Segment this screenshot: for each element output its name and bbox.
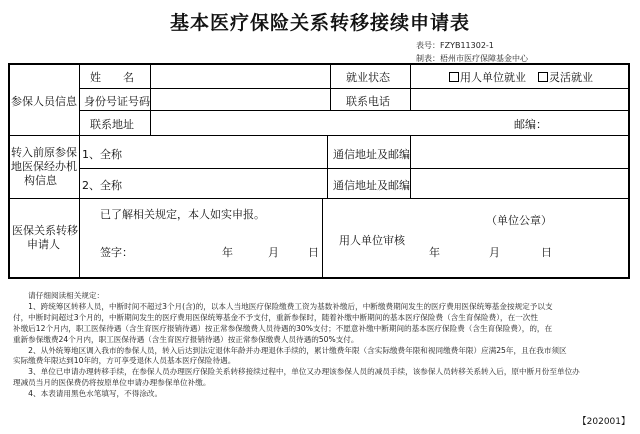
applicant-year-label: 年 (222, 246, 233, 259)
form-issuer: 制表：梧州市医疗保障基金中心 (416, 54, 528, 63)
agency-1-contact-field[interactable] (411, 137, 627, 167)
name-label: 姓 名 (90, 71, 134, 84)
agency-1-name-field[interactable] (130, 137, 325, 167)
id-number-field[interactable] (151, 89, 329, 109)
option-flexible[interactable] (538, 69, 593, 85)
employer-day-label: 日 (541, 246, 552, 259)
applicant-label-line-1: 医保关系转移 (12, 224, 78, 237)
instructions (13, 291, 633, 400)
instruction-line: 理减员当月的医保费仍将按原单位申请办理参保单位补缴。 (13, 378, 211, 388)
option-employed-label: 用人单位就业 (460, 71, 526, 84)
signature-label: 签字： (100, 246, 133, 259)
employment-status-label: 就业状态 (346, 71, 390, 84)
employed-checkbox[interactable] (449, 72, 459, 82)
agency-2-name-field[interactable] (130, 169, 325, 197)
agency-1-name-label: 1、全称 (82, 148, 122, 161)
address-label: 联系地址 (90, 118, 134, 131)
phone-field[interactable] (411, 89, 627, 109)
instruction-line: 补缴后12个月内，职工医保待遇（含生育医疗报销待遇）按正常参保缴费人员待遇的30%支付；不愿意补缴中断期间的基本医疗保险费（含生育保险费），的，在 (13, 323, 553, 333)
declaration-text: 已了解相关规定，本人如实申报。 (100, 208, 265, 221)
name-field[interactable] (151, 65, 329, 87)
instruction-line: 4、本表请用黑色水笔填写，不得涂改。 (13, 389, 163, 399)
insured-section-label: 参保人员信息 (11, 95, 77, 108)
instructions-heading: 请仔细阅读相关规定： (13, 291, 105, 300)
phone-label: 联系电话 (346, 95, 390, 108)
applicant-section-label (12, 224, 78, 252)
form-title: 基本医疗保险关系转移接续申请表 (169, 12, 470, 34)
instruction-line: 1、跨统筹区转移人员，中断时间不超过3个月(含)的，以本人当地医疗保险缴费工资为基数补缴后，中断缴费期间发生的医疗费用医保统筹基金按规定予以支 (13, 301, 553, 311)
id-number-label: 身份号证号码 (84, 95, 150, 108)
agency-1-contact-label: 通信地址及邮编 (333, 148, 410, 161)
transfer-out-label-line-3: 构信息 (24, 174, 57, 187)
employer-year-label: 年 (429, 246, 440, 259)
form-code: 【202001】 (577, 417, 630, 427)
instruction-line: 实际缴费年限达到10年的，方可享受退休人员基本医疗保险待遇。 (13, 356, 236, 366)
agency-2-contact-label: 通信地址及邮编 (333, 179, 410, 192)
transfer-out-section-label (11, 146, 77, 188)
option-employed[interactable] (449, 69, 526, 85)
flexible-checkbox[interactable] (538, 72, 548, 82)
employer-month-label: 月 (489, 246, 500, 259)
form-number: 表号：FZYB11302-1 (416, 41, 494, 50)
applicant-day-label: 日 (308, 246, 319, 259)
transfer-out-label-line-1: 转入前原参保 (11, 146, 77, 159)
applicant-month-label: 月 (268, 246, 279, 259)
postcode-label: 邮编： (514, 118, 547, 131)
agency-2-contact-field[interactable] (411, 169, 627, 197)
employer-review-label: 用人单位审核 (339, 234, 405, 247)
transfer-out-label-line-2: 地医保经办机 (11, 160, 77, 173)
instruction-line: 3、单位已申请办理转移手续，在参保人员办理医疗保险关系转移接续过程中，单位又办理该参保人员的减员手续，该参保人员转移关系转入后，原中断月份至单位办 (13, 367, 580, 377)
employer-seal-label: （单位公章） (486, 214, 552, 227)
instruction-line: 付，中断时间超过3个月的，中断期间发生的医疗费用医保统筹基金不予支付，重新参保时，随着补缴中断期间的基本医疗保险费（含生育保险费），在一次性 (13, 312, 538, 322)
instruction-line: 重新参保缴费24个月内，职工医保待遇（含生育医疗报销待遇）按正常参保缴费人员待遇的50%支付。 (13, 334, 359, 344)
signature-field[interactable] (138, 236, 218, 262)
address-field[interactable] (151, 111, 511, 134)
option-flexible-label: 灵活就业 (549, 71, 593, 84)
instruction-line: 2、从外统筹地区调入我市的参保人员，转入后达到法定退休年龄并办理退休手续的，累计缴费年限（含实际缴费年限和视同缴费年限）应满25年，且在我市须区 (13, 345, 567, 355)
applicant-label-line-2: 申请人 (27, 238, 60, 251)
agency-2-name-label: 2、全称 (82, 179, 122, 192)
